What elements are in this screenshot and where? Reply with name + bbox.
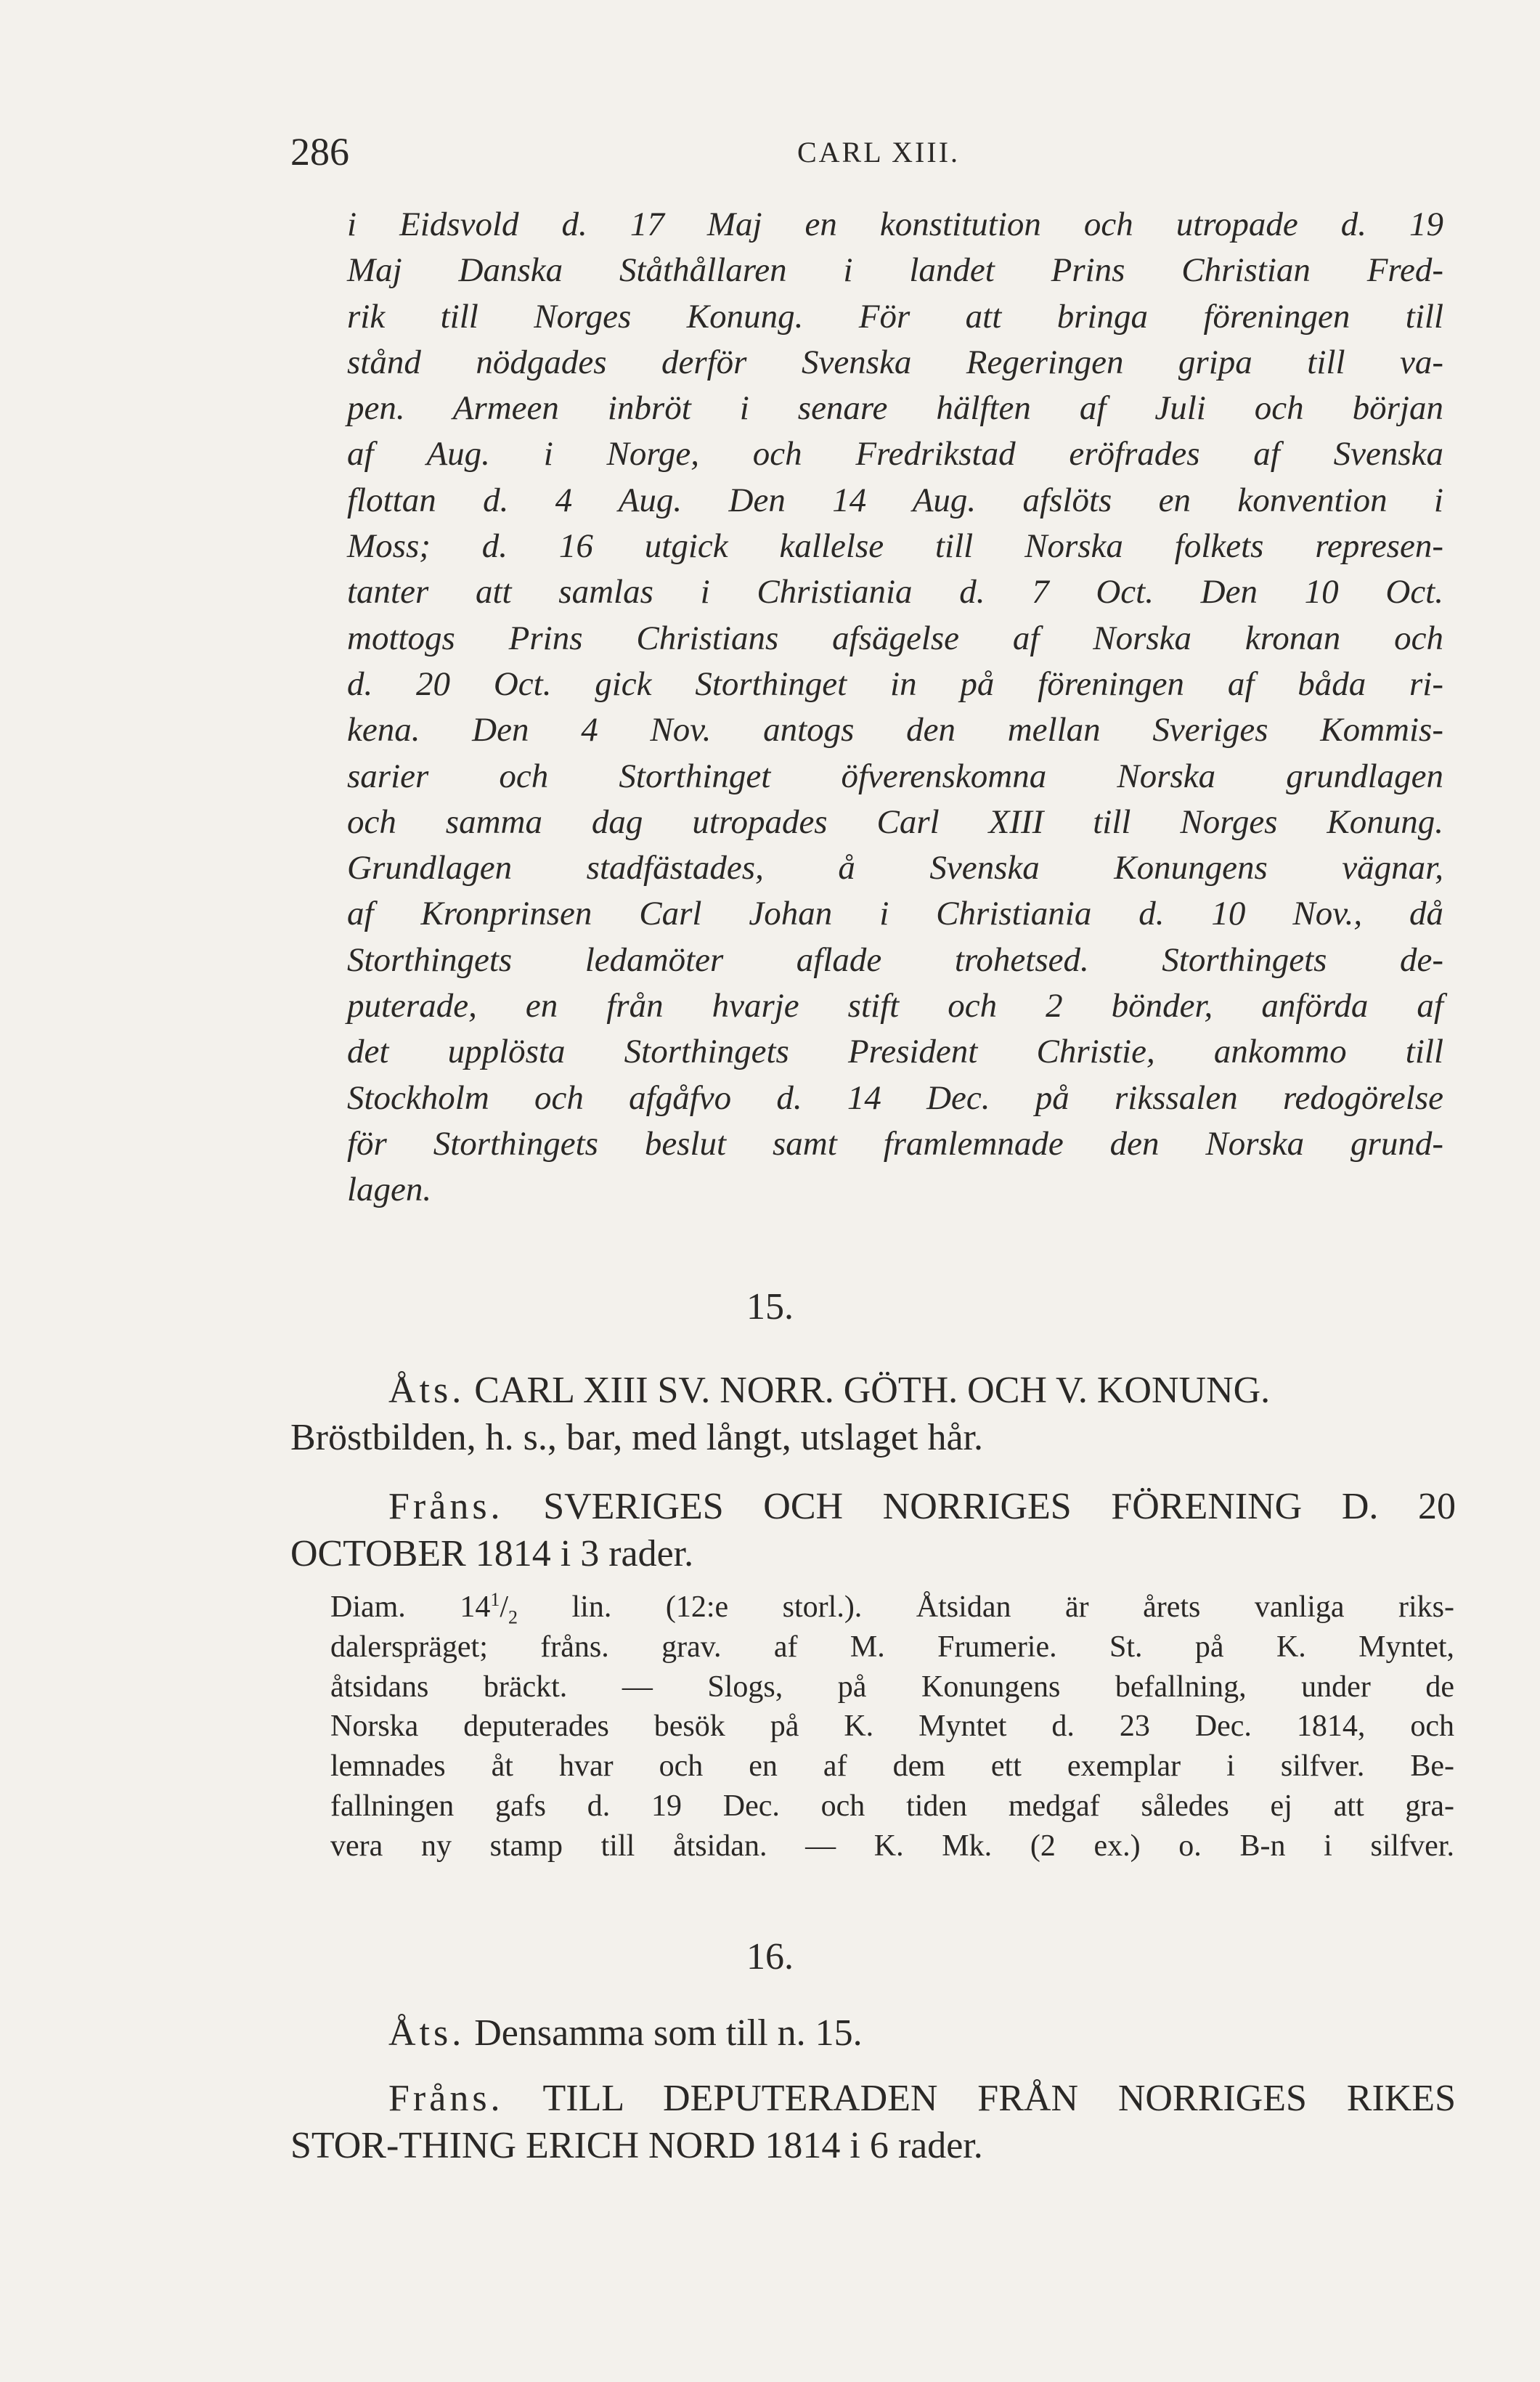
reverse-legend-text: TILL DEPUTERADEN FRÅN NORRIGES RIKES: [542, 2078, 1456, 2119]
text-line: Stockholm och afgåfvo d. 14 Dec. på rikssalen redogörelse: [347, 1078, 1443, 1117]
reverse-label: Fråns.: [388, 1486, 504, 1527]
text-line: lemnades åt hvar och en af dem ett exemplar i silfver. Be-: [330, 1749, 1454, 1784]
reverse-label: Fråns.: [388, 2078, 504, 2119]
historical-paragraph: [347, 202, 1443, 1214]
text-line: d. 20 Oct. gick Storthinget in på föreningen af båda ri-: [347, 664, 1443, 703]
text-line: puterade, en från hvarje stift och 2 bönder, anförda af: [347, 987, 1443, 1025]
text-line: lagen.: [347, 1171, 432, 1209]
text-line: vera ny stamp till åtsidan. — K. Mk. (2 ex.) o. B-n i silfver.: [330, 1829, 1454, 1863]
section-16-reverse-legend: [388, 2077, 1456, 2120]
diam-fraction-slash: /: [500, 1590, 508, 1624]
text-line: det upplösta Storthingets President Christie, ankommo till: [347, 1033, 1443, 1071]
text-line: fallningen gafs d. 19 Dec. och tiden medgaf således ej att gra-: [330, 1789, 1454, 1823]
text-line: Norska deputerades besök på K. Myntet d. 23 Dec. 1814, och: [330, 1710, 1454, 1744]
text-line: dalerspräget; fråns. grav. af M. Frumerie. St. på K. Myntet,: [330, 1630, 1454, 1664]
text-line: af Kronprinsen Carl Johan i Christiania d. 10 Nov., då: [347, 895, 1443, 933]
section-15-obverse-legend: [388, 1369, 1456, 1412]
section-15-reverse-legend-cont: OCTOBER 1814 i 3 rader.: [290, 1533, 694, 1574]
text-line: i Eidsvold d. 17 Maj en konstitution och utropade d. 19: [347, 206, 1443, 243]
text-line: rik till Norges Konung. För att bringa föreningen till: [347, 297, 1443, 336]
text-line: Maj Danska Ståthållaren i landet Prins Christian Fred-: [347, 251, 1443, 290]
obverse-text: Densamma som till n. 15.: [474, 2012, 863, 2054]
section-16-reverse-legend-cont: STOR-THING ERICH NORD 1814 i 6 rader.: [290, 2125, 983, 2166]
page-number: 286: [290, 130, 349, 174]
section-16-obverse: [388, 2012, 1540, 2054]
text-line: Storthingets ledamöter aflade trohetsed. Storthingets de-: [347, 940, 1443, 979]
running-head: [290, 129, 1467, 180]
section-16-number: 16.: [746, 1936, 794, 1977]
section-15-obverse-desc: Bröstbilden, h. s., bar, med långt, utslaget hår.: [290, 1417, 983, 1458]
text-line: och samma dag utropades Carl XIII till Norges Konung.: [347, 802, 1443, 841]
diam-prefix: Diam. 14: [330, 1590, 491, 1624]
text-line: mottogs Prins Christians afsägelse af Norska kronan och: [347, 619, 1443, 657]
text-line: stånd nödgades derför Svenska Regeringen gripa till va-: [347, 343, 1443, 381]
diam-line: [330, 1588, 1454, 1627]
text-line: Moss; d. 16 utgick kallelse till Norska folkets represen-: [347, 527, 1443, 566]
diam-rest: lin. (12:e storl.). Åtsidan är årets vanliga riks-: [518, 1590, 1455, 1624]
section-15-number: 15.: [746, 1286, 794, 1328]
text-line: åtsidans bräckt. — Slogs, på Konungens befallning, under de: [330, 1670, 1454, 1704]
text-line: pen. Armeen inbröt i senare hälften af Juli och början: [347, 389, 1443, 428]
text-line: tanter att samlas i Christiania d. 7 Oct. Den 10 Oct.: [347, 573, 1443, 611]
text-line: Grundlagen stadfästades, å Svenska Konungens vägnar,: [347, 849, 1443, 887]
text-line: för Storthingets beslut samt framlemnade den Norska grund-: [347, 1124, 1443, 1163]
text-line: kena. Den 4 Nov. antogs den mellan Sveriges Kommis-: [347, 711, 1443, 749]
text-line: flottan d. 4 Aug. Den 14 Aug. afslöts en konvention i: [347, 481, 1443, 519]
obverse-label: Åts.: [388, 2012, 465, 2054]
obverse-legend-text: CARL XIII SV. NORR. GÖTH. OCH V. KONUNG.: [474, 1370, 1271, 1411]
text-line: sarier och Storthinget öfverenskomna Norska grundlagen: [347, 757, 1443, 795]
section-15-reverse-legend: [388, 1485, 1456, 1528]
diam-fraction-bottom: 2: [508, 1606, 518, 1628]
section-15-notes: [330, 1588, 1454, 1866]
reverse-legend-text: SVERIGES OCH NORRIGES FÖRENING D. 20: [543, 1486, 1457, 1527]
text-line: af Aug. i Norge, och Fredrikstad eröfrades af Svenska: [347, 435, 1443, 473]
obverse-label: Åts.: [388, 1370, 465, 1411]
diam-fraction-top: 1: [490, 1589, 500, 1610]
running-title: CARL XIII.: [797, 136, 961, 168]
